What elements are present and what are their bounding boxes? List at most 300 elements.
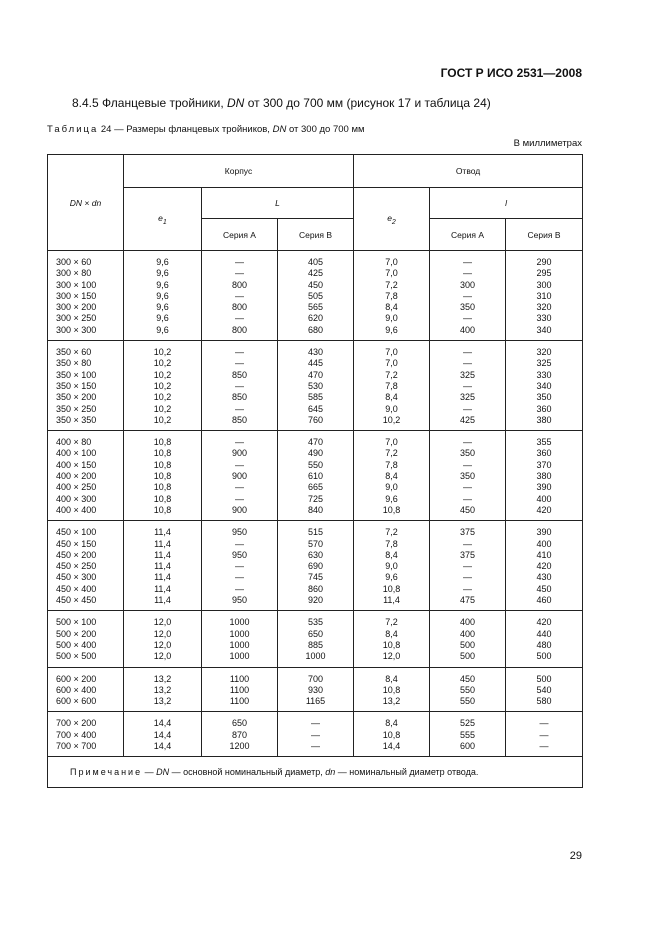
cell-value: 8,4: [385, 718, 398, 729]
cell-value: 350 × 200: [56, 392, 97, 403]
cell-value: 500 × 200: [56, 628, 97, 639]
cell-value: 1000: [229, 651, 250, 662]
col-L-series-a: Серия А: [202, 219, 278, 251]
page-number: 29: [569, 850, 582, 862]
cell-value: —: [463, 583, 473, 594]
cell-value: 10,8: [382, 684, 401, 695]
section-title-text: Фланцевые тройники,: [102, 96, 224, 110]
col-e2-header: [354, 188, 430, 251]
table-row: [48, 667, 583, 712]
cell-Lb: [278, 431, 354, 521]
cell-value: —: [235, 403, 244, 414]
table-group: [48, 341, 583, 431]
cell-value: —: [463, 538, 473, 549]
cell-value: 8,4: [385, 673, 398, 684]
table-caption-tail: от 300 до 700 мм: [288, 124, 365, 135]
note-mid: — основной номинальный диаметр,: [169, 767, 326, 778]
cell-value: 10,8: [382, 504, 401, 515]
cell-value: 295: [536, 268, 552, 279]
cell-value: 9,6: [156, 313, 169, 324]
cell-value: 7,2: [385, 279, 398, 290]
cell-value: 600 × 200: [56, 673, 97, 684]
cell-value: 600 × 400: [56, 684, 97, 695]
cell-la: [430, 341, 506, 431]
cell-value: 8,4: [385, 392, 398, 403]
col-L-series-b: Серия В: [278, 219, 354, 251]
cell-value: 10,2: [153, 380, 172, 391]
note-dn-small: dn: [325, 767, 336, 778]
cell-value: 350 × 250: [56, 403, 97, 414]
cell-value: 10,8: [153, 459, 172, 470]
col-e1-header: [124, 188, 202, 251]
note-dash: —: [142, 767, 157, 778]
col-l-series-b: Серия В: [506, 219, 583, 251]
dimensions-table: [47, 154, 583, 788]
cell-value: 450: [536, 583, 552, 594]
cell-value: 7,8: [385, 290, 398, 301]
section-title-rest: от 300 до 700 мм (рисунок 17 и таблица 24): [247, 96, 491, 110]
cell-value: 10,8: [382, 583, 401, 594]
cell-value: 600 × 600: [56, 696, 97, 707]
cell-value: 7,8: [385, 380, 398, 391]
cell-la: [430, 712, 506, 757]
cell-value: 580: [536, 696, 552, 707]
table-group: [48, 431, 583, 521]
cell-Lb: [278, 521, 354, 611]
cell-value: 850: [231, 369, 248, 380]
section-title: [72, 96, 491, 110]
cell-Lb: [278, 712, 354, 757]
cell-value: 400: [460, 628, 476, 639]
note-label: Примечание: [70, 767, 143, 778]
cell-value: 10,8: [153, 493, 172, 504]
cell-value: 645: [307, 403, 324, 414]
cell-value: 420: [536, 617, 552, 628]
cell-value: —: [235, 313, 244, 324]
cell-dn: [48, 251, 124, 341]
cell-value: 450: [460, 673, 476, 684]
cell-value: 450 × 300: [56, 572, 97, 583]
cell-La: [202, 341, 278, 431]
cell-value: 360: [536, 403, 552, 414]
cell-value: 11,4: [154, 561, 171, 572]
cell-value: 9,6: [156, 324, 169, 335]
cell-Lb: [278, 611, 354, 667]
cell-value: 500 × 100: [56, 617, 97, 628]
cell-value: 420: [536, 561, 552, 572]
cell-value: —: [235, 358, 244, 369]
cell-value: 9,0: [385, 482, 398, 493]
cell-value: 10,8: [153, 448, 172, 459]
cell-value: 475: [460, 595, 476, 606]
cell-value: 350: [536, 392, 552, 403]
cell-value: 10,8: [153, 482, 172, 493]
cell-value: 745: [307, 572, 324, 583]
cell-value: 375: [460, 549, 476, 560]
cell-Lb: [278, 667, 354, 712]
cell-value: 350: [460, 302, 476, 313]
cell-dn: [48, 611, 124, 667]
cell-value: 900: [231, 471, 248, 482]
cell-value: 1100: [229, 696, 250, 707]
cell-value: 930: [307, 684, 324, 695]
table-group: [48, 712, 583, 757]
cell-lb: [506, 712, 583, 757]
cell-value: —: [235, 493, 244, 504]
cell-value: 550: [460, 684, 476, 695]
cell-value: —: [235, 290, 244, 301]
cell-value: 300 × 80: [56, 268, 92, 279]
cell-value: 10,8: [153, 471, 172, 482]
cell-lb: [506, 611, 583, 667]
table-row: [48, 431, 583, 521]
cell-value: 850: [231, 414, 248, 425]
cell-value: 7,0: [385, 437, 398, 448]
cell-value: 350 × 60: [56, 347, 92, 358]
col-dn-header: DN × dn: [48, 155, 124, 251]
cell-value: 355: [536, 437, 552, 448]
cell-lb: [506, 667, 583, 712]
e1-sub: 1: [162, 218, 167, 226]
cell-value: 550: [307, 459, 324, 470]
cell-value: 7,0: [385, 347, 398, 358]
cell-value: 725: [307, 493, 324, 504]
cell-value: 11,4: [154, 549, 171, 560]
cell-value: 10,8: [153, 504, 172, 515]
cell-value: —: [463, 257, 473, 267]
cell-value: 500: [460, 651, 476, 662]
cell-value: 390: [536, 527, 552, 538]
cell-value: 565: [307, 302, 324, 313]
cell-value: 700 × 400: [56, 729, 97, 740]
cell-value: 400 × 150: [56, 459, 97, 470]
cell-value: —: [311, 729, 320, 740]
cell-value: 400 × 100: [56, 448, 97, 459]
cell-value: 325: [536, 358, 552, 369]
cell-la: [430, 611, 506, 667]
cell-value: 12,0: [382, 651, 401, 662]
units-label: В миллиметрах: [513, 138, 582, 149]
cell-value: 12,0: [153, 639, 172, 650]
cell-value: —: [235, 583, 244, 594]
cell-value: 350 × 80: [56, 358, 92, 369]
cell-value: —: [235, 347, 244, 358]
table-group: [48, 521, 583, 611]
cell-value: —: [539, 729, 549, 740]
cell-value: 10,8: [153, 437, 172, 448]
cell-value: 950: [231, 527, 248, 538]
section-title-dn: DN: [227, 96, 245, 110]
cell-La: [202, 611, 278, 667]
cell-value: —: [463, 358, 473, 369]
cell-value: —: [235, 572, 244, 583]
cell-value: —: [463, 493, 473, 504]
cell-value: 400 × 400: [56, 504, 97, 515]
cell-e1: [124, 251, 202, 341]
cell-value: 8,4: [385, 549, 398, 560]
cell-value: 450 × 250: [56, 561, 97, 572]
cell-value: 350 × 100: [56, 369, 97, 380]
cell-value: 400 × 80: [56, 437, 92, 448]
cell-dn: [48, 431, 124, 521]
cell-value: 9,6: [156, 268, 169, 279]
cell-e1: [124, 341, 202, 431]
cell-value: 13,2: [153, 696, 172, 707]
cell-value: 9,0: [385, 313, 398, 324]
cell-dn: [48, 667, 124, 712]
cell-value: —: [463, 482, 473, 493]
cell-value: 500 × 400: [56, 639, 97, 650]
cell-value: 310: [536, 290, 552, 301]
cell-value: 585: [307, 392, 324, 403]
cell-value: —: [463, 380, 473, 391]
cell-value: 9,6: [385, 493, 398, 504]
cell-value: 460: [536, 595, 552, 606]
cell-value: —: [463, 290, 473, 301]
cell-value: 490: [307, 448, 324, 459]
cell-value: 8,4: [385, 471, 398, 482]
cell-value: 650: [307, 628, 324, 639]
cell-value: 10,2: [153, 403, 172, 414]
cell-value: 360: [536, 448, 552, 459]
cell-value: 11,4: [154, 538, 171, 549]
cell-value: 300 × 200: [56, 302, 97, 313]
cell-value: 7,2: [385, 527, 398, 538]
cell-la: [430, 667, 506, 712]
cell-value: 8,4: [385, 628, 398, 639]
cell-value: 320: [536, 347, 552, 358]
table-group: [48, 611, 583, 667]
cell-value: 1100: [229, 684, 250, 695]
cell-value: —: [235, 459, 244, 470]
cell-value: 290: [536, 257, 552, 267]
cell-value: 450: [307, 279, 324, 290]
cell-value: 13,2: [382, 696, 401, 707]
cell-value: 10,2: [153, 392, 172, 403]
cell-value: 9,6: [156, 290, 169, 301]
cell-value: —: [235, 437, 244, 448]
cell-value: 12,0: [153, 628, 172, 639]
cell-e2: [354, 341, 430, 431]
cell-value: 470: [307, 369, 324, 380]
cell-value: 800: [231, 324, 248, 335]
cell-value: 400 × 200: [56, 471, 97, 482]
cell-value: 515: [307, 527, 324, 538]
cell-value: 10,8: [382, 729, 401, 740]
cell-value: 325: [460, 369, 476, 380]
cell-value: 300 × 60: [56, 257, 92, 267]
cell-dn: [48, 712, 124, 757]
e2-sub: 2: [391, 218, 396, 226]
cell-value: 7,0: [385, 358, 398, 369]
cell-e2: [354, 712, 430, 757]
cell-value: 320: [536, 302, 552, 313]
e1-base: e: [158, 212, 163, 223]
cell-value: 540: [536, 684, 552, 695]
cell-value: 11,4: [154, 527, 171, 538]
cell-value: 700 × 200: [56, 718, 97, 729]
cell-value: 12,0: [153, 651, 172, 662]
cell-e2: [354, 611, 430, 667]
cell-value: 525: [460, 718, 476, 729]
cell-value: —: [235, 380, 244, 391]
cell-value: 390: [536, 482, 552, 493]
cell-value: 7,2: [385, 617, 398, 628]
col-l-series-a: Серия А: [430, 219, 506, 251]
cell-value: 840: [307, 504, 324, 515]
table-group: [48, 251, 583, 341]
cell-value: 340: [536, 324, 552, 335]
cell-La: [202, 431, 278, 521]
cell-value: 920: [307, 595, 324, 606]
cell-value: 700: [307, 673, 324, 684]
table-note: [48, 757, 583, 788]
cell-value: 1000: [305, 651, 326, 662]
cell-e1: [124, 611, 202, 667]
cell-value: 535: [307, 617, 324, 628]
cell-lb: [506, 341, 583, 431]
table-caption-text: 24 — Размеры фланцевых тройников,: [100, 124, 270, 135]
cell-value: 400 × 300: [56, 493, 97, 504]
cell-value: 330: [536, 313, 552, 324]
cell-value: 300: [536, 279, 552, 290]
cell-value: 665: [307, 482, 324, 493]
cell-value: 885: [307, 639, 324, 650]
cell-value: 11,4: [154, 572, 171, 583]
cell-value: 450: [460, 504, 476, 515]
cell-value: —: [463, 403, 473, 414]
cell-value: —: [311, 740, 320, 751]
cell-value: 680: [307, 324, 324, 335]
cell-value: 9,6: [385, 324, 398, 335]
cell-value: 10,2: [153, 369, 172, 380]
table-row: [48, 712, 583, 757]
cell-value: 340: [536, 380, 552, 391]
cell-value: 570: [307, 538, 324, 549]
cell-e2: [354, 521, 430, 611]
cell-value: 1165: [305, 696, 326, 707]
cell-value: 11,4: [383, 595, 400, 606]
cell-value: 10,2: [382, 414, 401, 425]
col-L-header: L: [202, 188, 354, 219]
cell-value: 450 × 100: [56, 527, 97, 538]
cell-value: 800: [231, 302, 248, 313]
cell-value: 7,2: [385, 448, 398, 459]
cell-value: 9,6: [156, 302, 169, 313]
cell-value: —: [463, 437, 473, 448]
cell-value: 860: [307, 583, 324, 594]
cell-La: [202, 521, 278, 611]
cell-value: 420: [536, 504, 552, 515]
cell-value: 9,6: [156, 279, 169, 290]
cell-value: 405: [307, 257, 324, 267]
cell-dn: [48, 341, 124, 431]
cell-value: 760: [307, 414, 324, 425]
cell-value: 500: [536, 651, 552, 662]
cell-value: 400: [536, 493, 552, 504]
cell-value: 7,2: [385, 369, 398, 380]
cell-value: 350 × 150: [56, 380, 97, 391]
cell-value: 470: [307, 437, 324, 448]
cell-value: —: [463, 347, 473, 358]
cell-value: 400: [536, 538, 552, 549]
cell-value: 450 × 450: [56, 595, 97, 606]
table-row: [48, 251, 583, 341]
cell-value: 9,6: [385, 572, 398, 583]
cell-value: —: [235, 538, 244, 549]
cell-value: 950: [231, 549, 248, 560]
cell-value: 480: [536, 639, 552, 650]
table-caption: [47, 124, 365, 135]
cell-e1: [124, 521, 202, 611]
cell-value: 610: [307, 471, 324, 482]
cell-value: 400: [460, 324, 476, 335]
cell-value: 690: [307, 561, 324, 572]
cell-value: —: [235, 482, 244, 493]
cell-la: [430, 521, 506, 611]
cell-value: —: [463, 459, 473, 470]
cell-value: 450 × 200: [56, 549, 97, 560]
cell-value: 425: [460, 414, 476, 425]
cell-value: —: [463, 561, 473, 572]
cell-value: 1000: [229, 617, 250, 628]
cell-value: 14,4: [153, 740, 172, 751]
cell-value: 14,4: [153, 718, 172, 729]
cell-e2: [354, 251, 430, 341]
cell-value: 700 × 700: [56, 740, 97, 751]
cell-value: 505: [307, 290, 324, 301]
cell-e1: [124, 431, 202, 521]
cell-value: 7,0: [385, 268, 398, 279]
cell-value: 1000: [229, 639, 250, 650]
cell-value: 300 × 100: [56, 279, 97, 290]
cell-value: 300 × 300: [56, 324, 97, 335]
cell-value: 800: [231, 279, 248, 290]
cell-value: —: [463, 313, 473, 324]
cell-value: 850: [231, 392, 248, 403]
cell-value: 900: [231, 448, 248, 459]
cell-value: 450 × 150: [56, 538, 97, 549]
table-caption-dn: DN: [272, 124, 287, 135]
cell-e1: [124, 712, 202, 757]
cell-value: 530: [307, 380, 324, 391]
cell-value: 380: [536, 471, 552, 482]
cell-value: 9,6: [156, 257, 169, 267]
cell-value: 7,8: [385, 538, 398, 549]
cell-value: 11,4: [154, 595, 171, 606]
cell-value: 430: [536, 572, 552, 583]
table-group: [48, 667, 583, 712]
table-row: [48, 341, 583, 431]
cell-la: [430, 251, 506, 341]
cell-value: 620: [307, 313, 324, 324]
cell-value: 300 × 250: [56, 313, 97, 324]
cell-value: 350: [460, 471, 476, 482]
cell-value: 325: [460, 392, 476, 403]
cell-value: 450 × 400: [56, 583, 97, 594]
cell-value: —: [311, 718, 320, 729]
cell-value: 600: [460, 740, 476, 751]
cell-e2: [354, 667, 430, 712]
cell-value: —: [235, 257, 244, 267]
note-dn: DN: [156, 767, 170, 778]
cell-value: 425: [307, 268, 324, 279]
document-header: ГОСТ Р ИСО 2531—2008: [440, 66, 582, 80]
cell-value: 370: [536, 459, 552, 470]
cell-La: [202, 251, 278, 341]
cell-value: 650: [231, 718, 248, 729]
cell-value: 14,4: [153, 729, 172, 740]
